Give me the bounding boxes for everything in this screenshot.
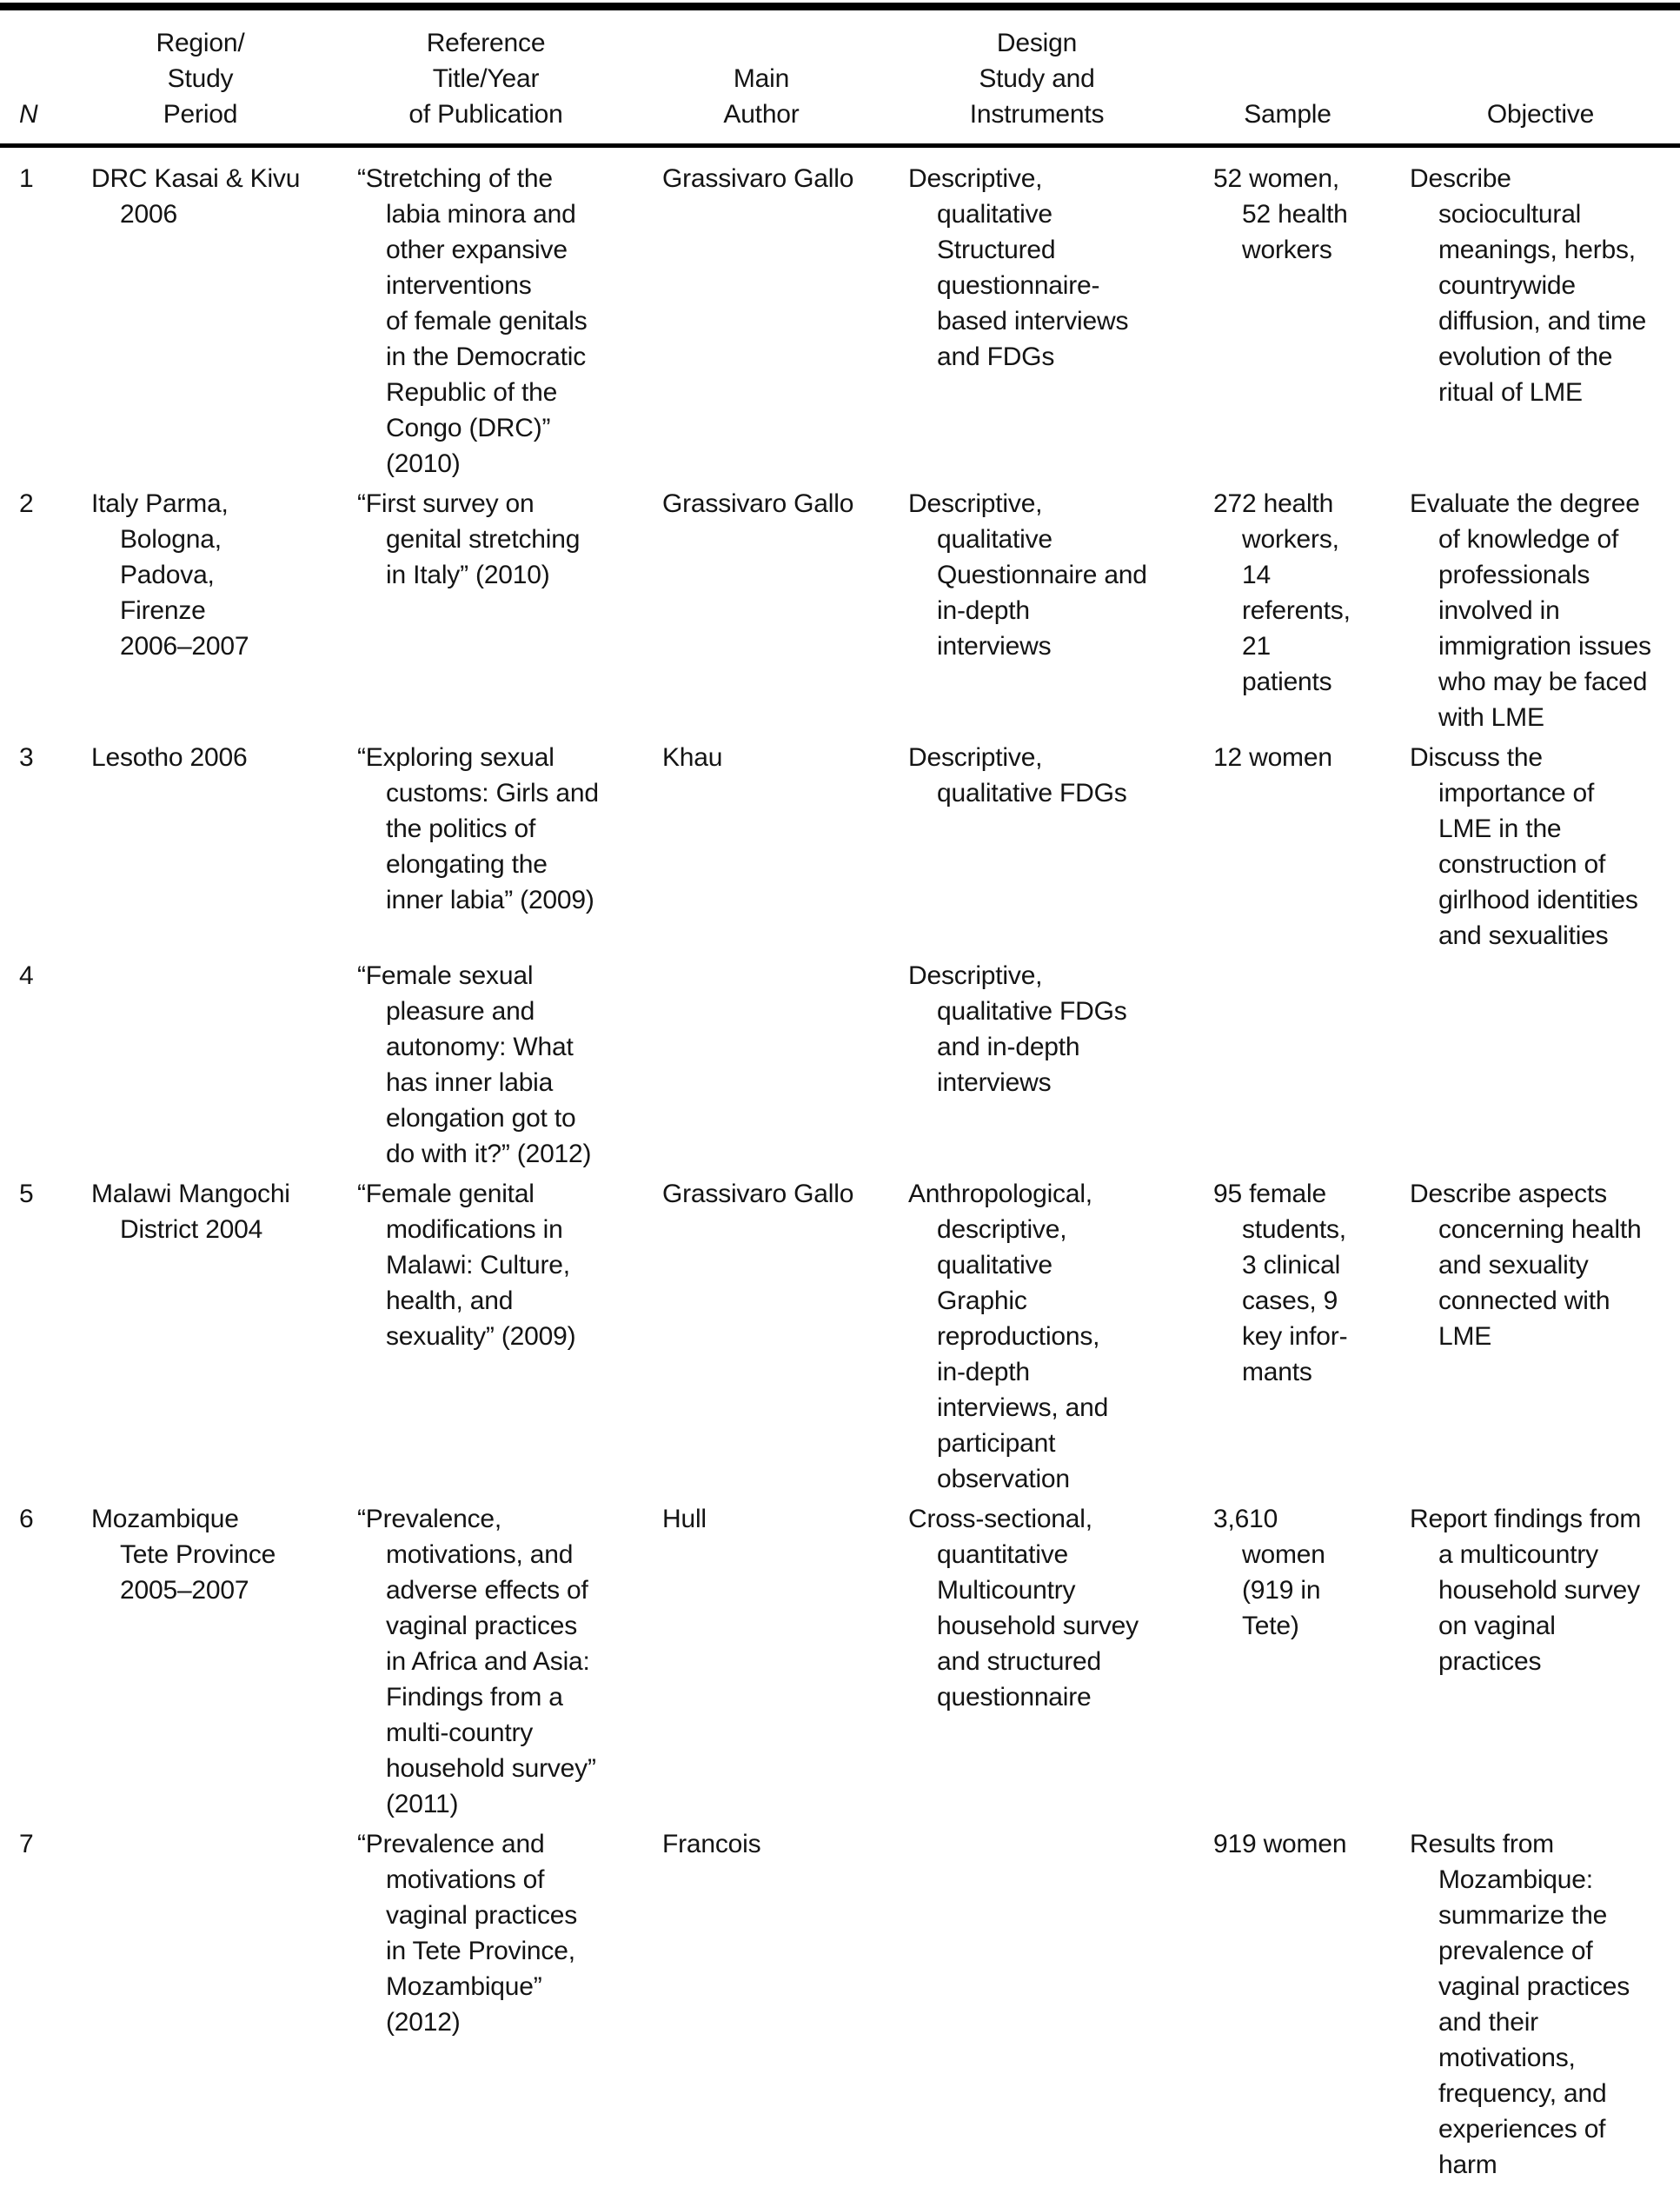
text-line: in Italy” (2010) [357,557,662,593]
text-line: ritual of LME [1410,375,1680,410]
text-line: household survey [908,1608,1213,1644]
text-line: 21 [1213,628,1410,664]
text-line: involved in [1410,593,1680,628]
cell-reference [357,740,662,958]
text-line: Hull [662,1501,908,1537]
text-line: motivations, [1410,2040,1680,2076]
text-line: “Exploring sexual [357,740,662,775]
text-line: on vaginal [1410,1608,1680,1644]
text-line: referents, [1213,593,1410,628]
text-line: Bologna, [91,522,357,557]
text-line: Results from [1410,1826,1680,1862]
cell-design [908,1501,1213,1826]
text-line: evolution of the [1410,339,1680,375]
text-line: Italy Parma, [91,486,357,522]
text-line: 52 health [1213,196,1410,232]
studies-table [0,25,1680,2187]
header-region-study-period [91,25,357,146]
text-line: Multicountry [908,1572,1213,1608]
text-line: N [19,96,91,132]
text-line: in Tete Province, [357,1933,662,1969]
text-line: descriptive, [908,1212,1213,1247]
text-line: Descriptive, [908,958,1213,994]
text-line: 14 [1213,557,1410,593]
text-line: immigration issues [1410,628,1680,664]
text-line: Discuss the [1410,740,1680,775]
text-line: inner labia” (2009) [357,882,662,918]
table-row [0,1501,1680,1826]
text-line: LME [1410,1319,1680,1354]
text-line: Region/ [91,25,309,61]
text-line: elongation got to [357,1100,662,1136]
header-main-author [662,25,908,146]
text-line: Period [91,96,309,132]
text-line: Grassivaro Gallo [662,1176,908,1212]
text-line: meanings, herbs, [1410,232,1680,268]
text-line: interviews, and [908,1390,1213,1426]
text-line: 272 health [1213,486,1410,522]
text-line: Tete Province [91,1537,357,1572]
cell-sample [1213,1501,1410,1826]
cell-region [91,1176,357,1501]
text-line: Malawi: Culture, [357,1247,662,1283]
text-line: Descriptive, [908,161,1213,196]
text-line: Design [908,25,1165,61]
text-line: of knowledge of [1410,522,1680,557]
text-line: motivations, and [357,1537,662,1572]
text-line: in-depth [908,593,1213,628]
cell-sample [1213,486,1410,740]
text-line: questionnaire [908,1679,1213,1715]
text-line: and in-depth [908,1029,1213,1065]
text-line: DRC Kasai & Kivu [91,161,357,196]
text-line: interventions [357,268,662,303]
text-line: interviews [908,628,1213,664]
text-line: “Female genital [357,1176,662,1212]
text-line: 2 [19,486,91,522]
cell-sample [1213,740,1410,958]
text-line: other expansive [357,232,662,268]
text-line: Mozambique: [1410,1862,1680,1898]
text-line: Graphic [908,1283,1213,1319]
cell-design [908,1826,1213,2187]
cell-design [908,740,1213,958]
text-line: (2011) [357,1786,662,1822]
text-line: interviews [908,1065,1213,1100]
text-line: sexuality” (2009) [357,1319,662,1354]
text-line: and structured [908,1644,1213,1679]
cell-reference [357,1826,662,2187]
text-line: countrywide [1410,268,1680,303]
text-line: connected with [1410,1283,1680,1319]
header-sample [1213,25,1410,146]
cell-region [91,1501,357,1826]
text-line: “Prevalence and [357,1826,662,1862]
cell-n [0,1826,91,2187]
cell-region [91,1826,357,2187]
text-line: Study [91,61,309,96]
cell-objective [1410,146,1680,487]
text-line: qualitative FDGs [908,775,1213,811]
text-line: 2005–2007 [91,1572,357,1608]
text-line: Padova, [91,557,357,593]
cell-author [662,958,908,1176]
text-line: Lesotho 2006 [91,740,357,775]
text-line: LME in the [1410,811,1680,847]
text-line: has inner labia [357,1065,662,1100]
cell-author [662,1501,908,1826]
cell-region [91,486,357,740]
text-line: Tete) [1213,1608,1410,1644]
text-line: qualitative [908,196,1213,232]
text-line: autonomy: What [357,1029,662,1065]
text-line: qualitative FDGs [908,994,1213,1029]
text-line: workers, [1213,522,1410,557]
text-line: qualitative [908,522,1213,557]
text-line: 5 [19,1176,91,1212]
table-top-rule [0,3,1680,10]
cell-sample [1213,1826,1410,2187]
text-line: summarize the [1410,1898,1680,1933]
text-line: Mozambique” [357,1969,662,2004]
text-line: and FDGs [908,339,1213,375]
text-line: “First survey on [357,486,662,522]
text-line: 2006 [91,196,357,232]
header-reference-title-year [357,25,662,146]
text-line: Firenze [91,593,357,628]
text-line: genital stretching [357,522,662,557]
text-line: Grassivaro Gallo [662,161,908,196]
text-line: and their [1410,2004,1680,2040]
paper-page [0,3,1680,2176]
text-line: Malawi Mangochi [91,1176,357,1212]
text-line: Cross-sectional, [908,1501,1213,1537]
header-objective [1410,25,1680,146]
text-line: workers [1213,232,1410,268]
text-line: Questionnaire and [908,557,1213,593]
cell-reference [357,958,662,1176]
text-line: 7 [19,1826,91,1862]
text-line: 4 [19,958,91,994]
cell-reference [357,1501,662,1826]
header-design-study-instruments [908,25,1213,146]
text-line: Mozambique [91,1501,357,1537]
table-row [0,1826,1680,2187]
cell-design [908,486,1213,740]
text-line: Evaluate the degree [1410,486,1680,522]
text-line: 1 [19,161,91,196]
text-line: 3 clinical [1213,1247,1410,1283]
text-line: mants [1213,1354,1410,1390]
text-line: based interviews [908,303,1213,339]
table-row [0,740,1680,958]
text-line: (919 in [1213,1572,1410,1608]
text-line: do with it?” (2012) [357,1136,662,1172]
text-line: “Female sexual [357,958,662,994]
cell-n [0,146,91,487]
text-line: Structured [908,232,1213,268]
cell-author [662,1176,908,1501]
text-line: “Stretching of the [357,161,662,196]
cell-objective [1410,1501,1680,1826]
text-line: patients [1213,664,1410,700]
text-line: reproductions, [908,1319,1213,1354]
cell-objective [1410,1176,1680,1501]
header-n [0,25,91,146]
text-line: motivations of [357,1862,662,1898]
text-line: quantitative [908,1537,1213,1572]
text-line: 52 women, [1213,161,1410,196]
text-line: Objective [1410,96,1671,132]
text-line: Report findings from [1410,1501,1680,1537]
text-line: sociocultural [1410,196,1680,232]
cell-n [0,1501,91,1826]
text-line: Republic of the [357,375,662,410]
cell-design [908,958,1213,1176]
text-line: Reference [357,25,614,61]
text-line: vaginal practices [1410,1969,1680,2004]
text-line: questionnaire- [908,268,1213,303]
text-line: (2012) [357,2004,662,2040]
text-line: observation [908,1461,1213,1497]
text-line: Congo (DRC)” [357,410,662,446]
text-line: Khau [662,740,908,775]
text-line: participant [908,1426,1213,1461]
text-line: Describe [1410,161,1680,196]
text-line: 919 women [1213,1826,1410,1862]
cell-n [0,1176,91,1501]
text-line: importance of [1410,775,1680,811]
text-line: key infor- [1213,1319,1410,1354]
text-line: Descriptive, [908,486,1213,522]
cell-reference [357,486,662,740]
cell-objective [1410,486,1680,740]
cell-objective [1410,958,1680,1176]
text-line: elongating the [357,847,662,882]
text-line: Anthropological, [908,1176,1213,1212]
cell-n [0,958,91,1176]
cell-region [91,958,357,1176]
text-line: Sample [1213,96,1362,132]
text-line: District 2004 [91,1212,357,1247]
text-line: household survey [1410,1572,1680,1608]
text-line: of Publication [357,96,614,132]
cell-author [662,740,908,958]
text-line: with LME [1410,700,1680,735]
text-line: Descriptive, [908,740,1213,775]
cell-sample [1213,958,1410,1176]
text-line: experiences of [1410,2111,1680,2147]
text-line: Instruments [908,96,1165,132]
text-line: Grassivaro Gallo [662,486,908,522]
text-line: 3,610 [1213,1501,1410,1537]
text-line: household survey” [357,1751,662,1786]
text-line: qualitative [908,1247,1213,1283]
text-line: Main [662,61,860,96]
cell-author [662,146,908,487]
text-line: 3 [19,740,91,775]
text-line: of female genitals [357,303,662,339]
text-line: labia minora and [357,196,662,232]
text-line: 95 female [1213,1176,1410,1212]
cell-objective [1410,1826,1680,2187]
text-line: girlhood identities [1410,882,1680,918]
text-line: a multicountry [1410,1537,1680,1572]
text-line: harm [1410,2147,1680,2183]
text-line: Francois [662,1826,908,1862]
text-line: Findings from a [357,1679,662,1715]
table-row [0,486,1680,740]
cell-n [0,486,91,740]
text-line: health, and [357,1283,662,1319]
table-row [0,1176,1680,1501]
text-line: the politics of [357,811,662,847]
text-line: 12 women [1213,740,1410,775]
text-line: modifications in [357,1212,662,1247]
text-line: multi-country [357,1715,662,1751]
cell-design [908,146,1213,487]
text-line: practices [1410,1644,1680,1679]
table-row [0,958,1680,1176]
text-line: 2006–2007 [91,628,357,664]
text-line: in Africa and Asia: [357,1644,662,1679]
cell-reference [357,146,662,487]
text-line: 6 [19,1501,91,1537]
text-line: Study and [908,61,1165,96]
cell-reference [357,1176,662,1501]
text-line: “Prevalence, [357,1501,662,1537]
text-line: cases, 9 [1213,1283,1410,1319]
cell-n [0,740,91,958]
table-header [0,25,1680,146]
text-line: Title/Year [357,61,614,96]
text-line: and sexuality [1410,1247,1680,1283]
text-line: who may be faced [1410,664,1680,700]
text-line: students, [1213,1212,1410,1247]
cell-sample [1213,146,1410,487]
cell-region [91,146,357,487]
text-line: Describe aspects [1410,1176,1680,1212]
cell-author [662,1826,908,2187]
cell-design [908,1176,1213,1501]
text-line: construction of [1410,847,1680,882]
cell-sample [1213,1176,1410,1501]
cell-objective [1410,740,1680,958]
text-line: Author [662,96,860,132]
text-line: diffusion, and time [1410,303,1680,339]
cell-author [662,486,908,740]
text-line: in the Democratic [357,339,662,375]
cell-region [91,740,357,958]
text-line: and sexualities [1410,918,1680,954]
text-line: pleasure and [357,994,662,1029]
text-line: concerning health [1410,1212,1680,1247]
table-body [0,146,1680,2187]
text-line: customs: Girls and [357,775,662,811]
text-line: adverse effects of [357,1572,662,1608]
text-line: frequency, and [1410,2076,1680,2111]
text-line: vaginal practices [357,1608,662,1644]
table-row [0,146,1680,487]
text-line: prevalence of [1410,1933,1680,1969]
text-line: professionals [1410,557,1680,593]
header-row [0,25,1680,146]
text-line: vaginal practices [357,1898,662,1933]
text-line: women [1213,1537,1410,1572]
text-line: (2010) [357,446,662,482]
text-line: in-depth [908,1354,1213,1390]
